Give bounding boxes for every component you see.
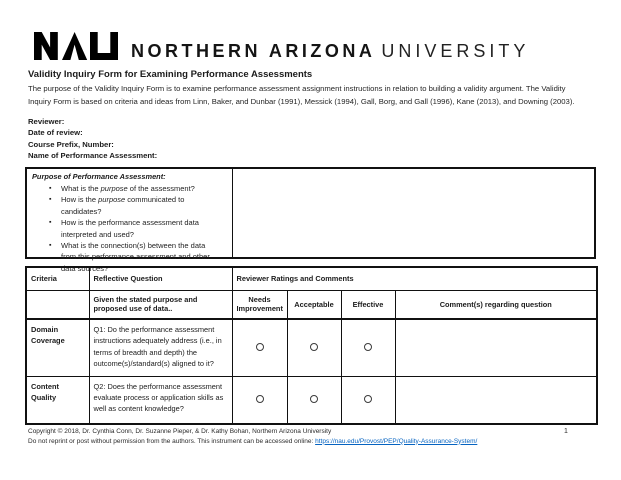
footer bbox=[28, 427, 548, 446]
wordmark-university: UNIVERSITY bbox=[381, 41, 530, 61]
table-header-row-1 bbox=[26, 267, 597, 290]
header-acceptable: Acceptable bbox=[287, 290, 341, 319]
footer-note: Do not reprint or post without permission from the authors. This instrument can be accessed online: https://nau.edu/Provost/PEP/Quality-Assurance-System/ bbox=[28, 437, 478, 445]
header-reflective-question: Reflective Question bbox=[89, 267, 232, 290]
q1-effective-cell bbox=[341, 319, 395, 376]
field-assessment-name bbox=[28, 150, 279, 161]
field-course-label: Course Prefix, Number: bbox=[28, 139, 114, 149]
radio-q2-acceptable[interactable] bbox=[310, 395, 318, 403]
purpose-box-questions bbox=[27, 169, 233, 273]
purpose-bullet-4: ▪ What is the connection(s) between the data from this performance assessment and other data sources? bbox=[49, 240, 217, 274]
ratings-table bbox=[25, 266, 598, 425]
q1-comment-cell[interactable] bbox=[395, 319, 597, 376]
header-reviewer-ratings: Reviewer Ratings and Comments bbox=[232, 267, 597, 290]
page-number: 1 bbox=[564, 428, 568, 435]
wordmark-northern-arizona: NORTHERN ARIZONA bbox=[131, 41, 376, 61]
q2-effective-cell bbox=[341, 376, 395, 424]
header-empty-cell bbox=[26, 290, 89, 319]
radio-q2-effective[interactable] bbox=[364, 395, 372, 403]
purpose-response-area[interactable] bbox=[233, 169, 594, 257]
purpose-bullet-3: ▪ How is the performance assessment data interpreted and used? bbox=[49, 217, 217, 240]
purpose-bullet-2: ▪ How is the purpose communicated to candidates? bbox=[49, 194, 217, 217]
field-date-label: Date of review: bbox=[28, 128, 83, 138]
field-date-of-review bbox=[28, 127, 279, 138]
header-criteria: Criteria bbox=[26, 267, 89, 290]
nau-header bbox=[33, 32, 529, 60]
header-given-purpose: Given the stated purpose and proposed use of data.. bbox=[89, 290, 232, 319]
header-comments: Comment(s) regarding question bbox=[395, 290, 597, 319]
question-q1: Q1: Do the performance assessment instructions adequately address (i.e., in terms of breadth and depth) the outcome(s)/standard(s) aligned to it? bbox=[89, 319, 232, 376]
header-effective: Effective bbox=[341, 290, 395, 319]
criteria-content-quality: Content Quality bbox=[26, 376, 89, 424]
quality-assurance-link[interactable]: https://nau.edu/Provost/PEP/Quality-Assurance-System/ bbox=[315, 437, 478, 445]
q2-needs-improvement-cell bbox=[232, 376, 287, 424]
field-assessment-name-label: Name of Performance Assessment: bbox=[28, 151, 158, 161]
criteria-domain-coverage: Domain Coverage bbox=[26, 319, 89, 376]
radio-q2-needs-improvement[interactable] bbox=[256, 395, 264, 403]
table-row-content-quality bbox=[26, 376, 597, 424]
purpose-box-heading: Purpose of Performance Assessment: bbox=[32, 172, 166, 181]
q1-acceptable-cell bbox=[287, 319, 341, 376]
radio-q1-acceptable[interactable] bbox=[310, 343, 318, 351]
purpose-bullet-1: ▪ What is the purpose of the assessment? bbox=[49, 183, 217, 194]
field-reviewer bbox=[28, 116, 279, 127]
field-course-prefix-number bbox=[28, 139, 279, 150]
header-needs-improvement: Needs Improvement bbox=[232, 290, 287, 319]
table-row-domain-coverage bbox=[26, 319, 597, 376]
field-reviewer-label: Reviewer: bbox=[28, 117, 65, 126]
question-q2: Q2: Does the performance assessment evaluate process or application skills as well as content knowledge? bbox=[89, 376, 232, 424]
footer-copyright: Copyright © 2018, Dr. Cynthia Conn, Dr. Suzanne Pieper, & Dr. Kathy Bohan, Northern Arizona University bbox=[28, 428, 332, 435]
nau-logo-icon bbox=[33, 32, 119, 60]
field-reviewer-value[interactable] bbox=[66, 116, 186, 124]
q2-comment-cell[interactable] bbox=[395, 376, 597, 424]
field-date-value[interactable] bbox=[85, 127, 205, 135]
intro-paragraph: The purpose of the Validity Inquiry Form is to examine performance assessment assignment instructions in relation to building a validity argument. The Validity Inquiry Form is based on criteria and ideas from Linn, Baker, and Dunbar (1991), Messick (1994), Gall, Borg, and Gall (1996), Kane (2013), and Downing (2003). bbox=[28, 84, 575, 107]
q1-needs-improvement-cell bbox=[232, 319, 287, 376]
purpose-box bbox=[25, 167, 596, 273]
table-header-row-2 bbox=[26, 290, 597, 319]
radio-q1-effective[interactable] bbox=[364, 343, 372, 351]
purpose-bullet-list bbox=[32, 183, 228, 274]
university-wordmark bbox=[131, 41, 530, 61]
q2-acceptable-cell bbox=[287, 376, 341, 424]
reviewer-fields bbox=[28, 116, 279, 162]
page-title: Validity Inquiry Form for Examining Performance Assessments bbox=[28, 69, 313, 80]
field-assessment-name-value[interactable] bbox=[159, 150, 279, 158]
field-course-value[interactable] bbox=[116, 139, 236, 147]
radio-q1-needs-improvement[interactable] bbox=[256, 343, 264, 351]
